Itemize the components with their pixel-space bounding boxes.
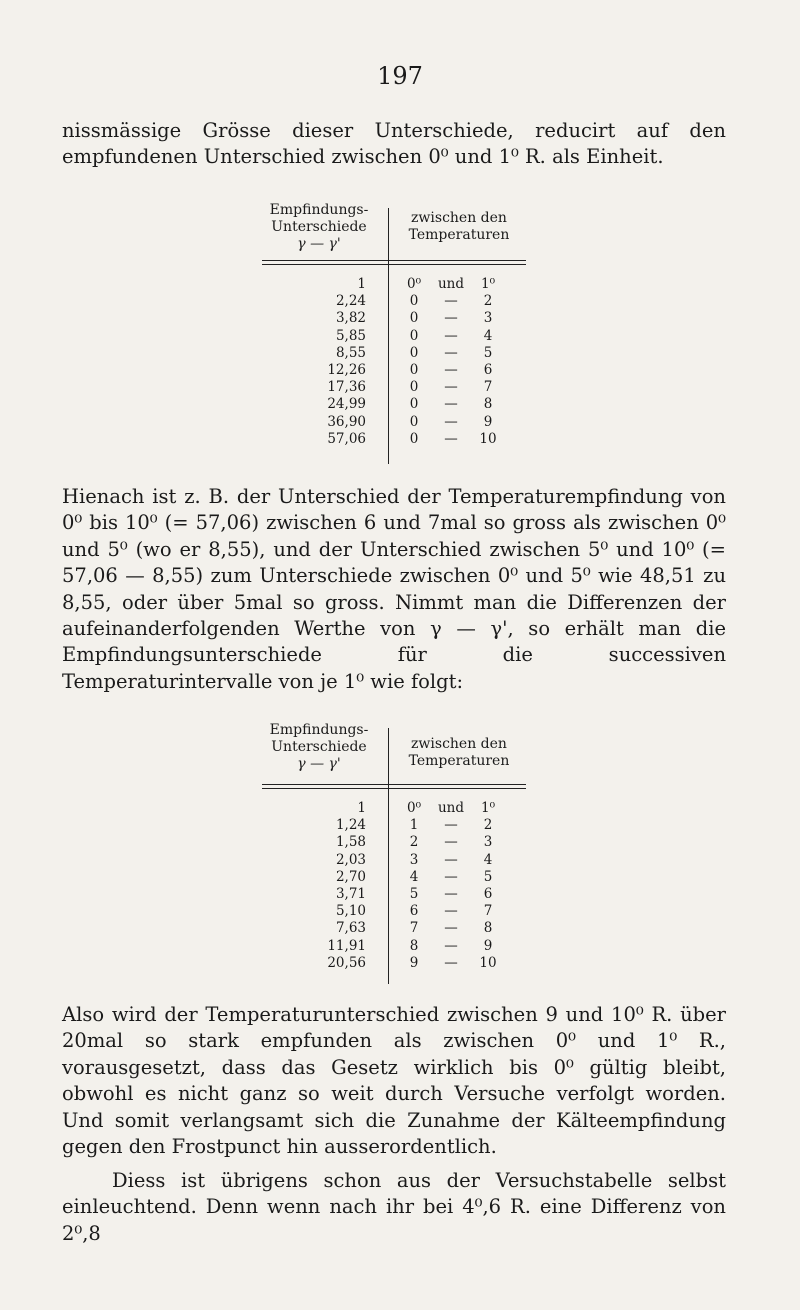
header-empfindungs <box>250 202 388 253</box>
row-to: 2 <box>483 817 493 834</box>
header-line-2: Unterschiede <box>271 739 367 755</box>
header-line-2: Unterschiede <box>271 219 367 235</box>
row-to: 4 <box>483 851 493 868</box>
row-separator: — <box>444 834 458 851</box>
row-separator: — <box>444 396 458 413</box>
row-from: 4 <box>409 868 419 885</box>
row-from: 0 <box>409 344 419 361</box>
row-from: 0⁰ <box>406 276 421 292</box>
page-number: 197 <box>377 62 423 90</box>
row-separator: — <box>444 817 458 834</box>
row-value: 8,55 <box>335 344 366 361</box>
row-value: 3,71 <box>335 886 366 902</box>
row-to: 7 <box>483 903 493 920</box>
row-to: 4 <box>483 327 493 344</box>
row-from: 1 <box>409 817 419 834</box>
row-separator: — <box>444 293 458 310</box>
paragraph-also: Also wird der Temperaturunterschied zwischen 9 und 10⁰ R. über 20mal so stark empfunden als zwischen 0⁰ und 1⁰ R., vorausgesetzt, dass das Gesetz wirklich bis 0⁰ gültig bleibt, obwohl es nicht ganz so weit durch Versuche verfolgt worden. Und somit verlangsamt sich die Zunahme der Kälteempfindung gegen den Frostpunct hin ausserordentlich. <box>62 1003 726 1159</box>
row-value: 20,56 <box>327 954 366 971</box>
row-to: 3 <box>483 834 493 851</box>
row-value: 3,82 <box>335 310 366 327</box>
row-separator: — <box>444 851 458 868</box>
table-row <box>250 396 526 413</box>
row-to: 9 <box>483 413 493 430</box>
row-value: 11,91 <box>327 937 366 954</box>
table-successive <box>250 722 526 984</box>
table-row <box>250 920 526 937</box>
paragraph-intro: nissmässige Grösse dieser Unterschiede, reducirt auf den empfundenen Unterschied zwischen 0⁰ und 1⁰ R. als Einheit. <box>62 119 726 169</box>
row-separator: — <box>444 886 458 902</box>
row-value: 17,36 <box>327 379 366 396</box>
row-from: 0 <box>409 430 419 447</box>
header-line-1: zwischen den <box>411 210 507 226</box>
header-empfindungs <box>250 722 388 773</box>
row-to: 1⁰ <box>480 800 495 816</box>
row-value: 2,03 <box>335 851 366 868</box>
row-value: 2,70 <box>335 868 366 885</box>
row-separator: — <box>444 868 458 885</box>
row-value: 12,26 <box>327 362 366 378</box>
paragraph-hienach: Hienach ist z. B. der Unterschied der Temperaturempfindung von 0⁰ bis 10⁰ (= 57,06) zwischen 6 und 7mal so gross als zwischen 0⁰ und 5⁰ (wo er 8,55), und der Unterschied zwischen 5⁰ und 10⁰ (= 57,06 — 8,55) zum Unterschiede zwischen 0⁰ und 5⁰ wie 48,51 zu 8,55, oder über 5mal so gross. Nimmt man die Differenzen der aufeinanderfolgenden Werthe von γ — γ', so erhält man die Empfindungsunterschiede für die successiven Temperaturintervalle von je 1⁰ wie folgt: <box>62 485 726 693</box>
header-temperaturen <box>392 736 526 770</box>
row-to: 8 <box>483 396 493 413</box>
row-separator: — <box>444 379 458 396</box>
row-from: 5 <box>409 886 419 902</box>
table-cumulative <box>250 202 526 464</box>
row-from: 0 <box>409 379 419 396</box>
row-from: 0⁰ <box>406 800 421 816</box>
row-from: 0 <box>409 396 419 413</box>
row-value: 1,24 <box>335 817 366 834</box>
table-row <box>250 869 526 886</box>
row-to: 9 <box>483 937 493 954</box>
row-from: 2 <box>409 834 419 851</box>
row-separator: und <box>437 800 465 816</box>
row-to: 1⁰ <box>480 276 495 292</box>
table-row <box>250 431 526 448</box>
row-to: 6 <box>483 362 493 378</box>
row-from: 9 <box>409 954 419 971</box>
header-rule <box>262 264 526 265</box>
table-row <box>250 310 526 327</box>
paragraph-diess: Diess ist übrigens schon aus der Versuchstabelle selbst einleuchtend. Denn wenn nach ihr bei 4⁰,6 R. eine Differenz von 2⁰,8 <box>62 1169 726 1245</box>
row-from: 0 <box>409 293 419 310</box>
row-value: 24,99 <box>327 396 366 413</box>
row-to: 7 <box>483 379 493 396</box>
header-formula: γ — γ' <box>297 756 341 772</box>
row-to: 2 <box>483 293 493 310</box>
row-separator: — <box>444 413 458 430</box>
table-row <box>250 955 526 972</box>
row-from: 0 <box>409 327 419 344</box>
row-from: 3 <box>409 851 419 868</box>
row-value: 1 <box>357 800 366 816</box>
row-value: 57,06 <box>327 430 366 447</box>
table-row <box>250 903 526 920</box>
row-to: 8 <box>483 920 493 937</box>
header-line-1: Empfindungs- <box>269 202 369 218</box>
header-line-1: Empfindungs- <box>269 722 369 738</box>
table-row <box>250 852 526 869</box>
row-value: 5,10 <box>335 903 366 920</box>
header-line-2: Temperaturen <box>408 227 510 243</box>
row-value: 7,63 <box>335 920 366 937</box>
table-row <box>250 938 526 955</box>
row-separator: — <box>444 430 458 447</box>
row-from: 0 <box>409 362 419 378</box>
header-rule <box>262 260 526 261</box>
header-line-1: zwischen den <box>411 736 507 752</box>
row-to: 10 <box>479 954 497 971</box>
row-from: 6 <box>409 903 419 920</box>
table-row <box>250 379 526 396</box>
row-separator: — <box>444 954 458 971</box>
table-row <box>250 834 526 851</box>
row-to: 5 <box>483 344 493 361</box>
row-separator: — <box>444 937 458 954</box>
table-row <box>250 886 526 903</box>
table-row <box>250 362 526 379</box>
row-value: 2,24 <box>335 293 366 310</box>
table-row <box>250 414 526 431</box>
row-value: 5,85 <box>335 327 366 344</box>
row-from: 7 <box>409 920 419 937</box>
row-separator: — <box>444 310 458 327</box>
row-separator: — <box>444 344 458 361</box>
header-rule <box>262 788 526 789</box>
row-from: 8 <box>409 937 419 954</box>
row-from: 0 <box>409 310 419 327</box>
header-temperaturen <box>392 210 526 244</box>
row-to: 10 <box>479 430 497 447</box>
table-row <box>250 293 526 310</box>
row-to: 3 <box>483 310 493 327</box>
row-from: 0 <box>409 413 419 430</box>
header-line-2: Temperaturen <box>408 753 510 769</box>
row-separator: und <box>437 276 465 292</box>
header-formula: γ — γ' <box>297 236 341 252</box>
table-row <box>250 817 526 834</box>
table-row <box>250 276 526 293</box>
table-row <box>250 345 526 362</box>
row-to: 6 <box>483 886 493 902</box>
row-value: 1,58 <box>335 834 366 851</box>
row-separator: — <box>444 327 458 344</box>
header-rule <box>262 784 526 785</box>
row-separator: — <box>444 920 458 937</box>
row-to: 5 <box>483 868 493 885</box>
row-separator: — <box>444 362 458 378</box>
row-separator: — <box>444 903 458 920</box>
table-row <box>250 800 526 817</box>
table-row <box>250 328 526 345</box>
row-value: 1 <box>357 276 366 292</box>
row-value: 36,90 <box>327 413 366 430</box>
